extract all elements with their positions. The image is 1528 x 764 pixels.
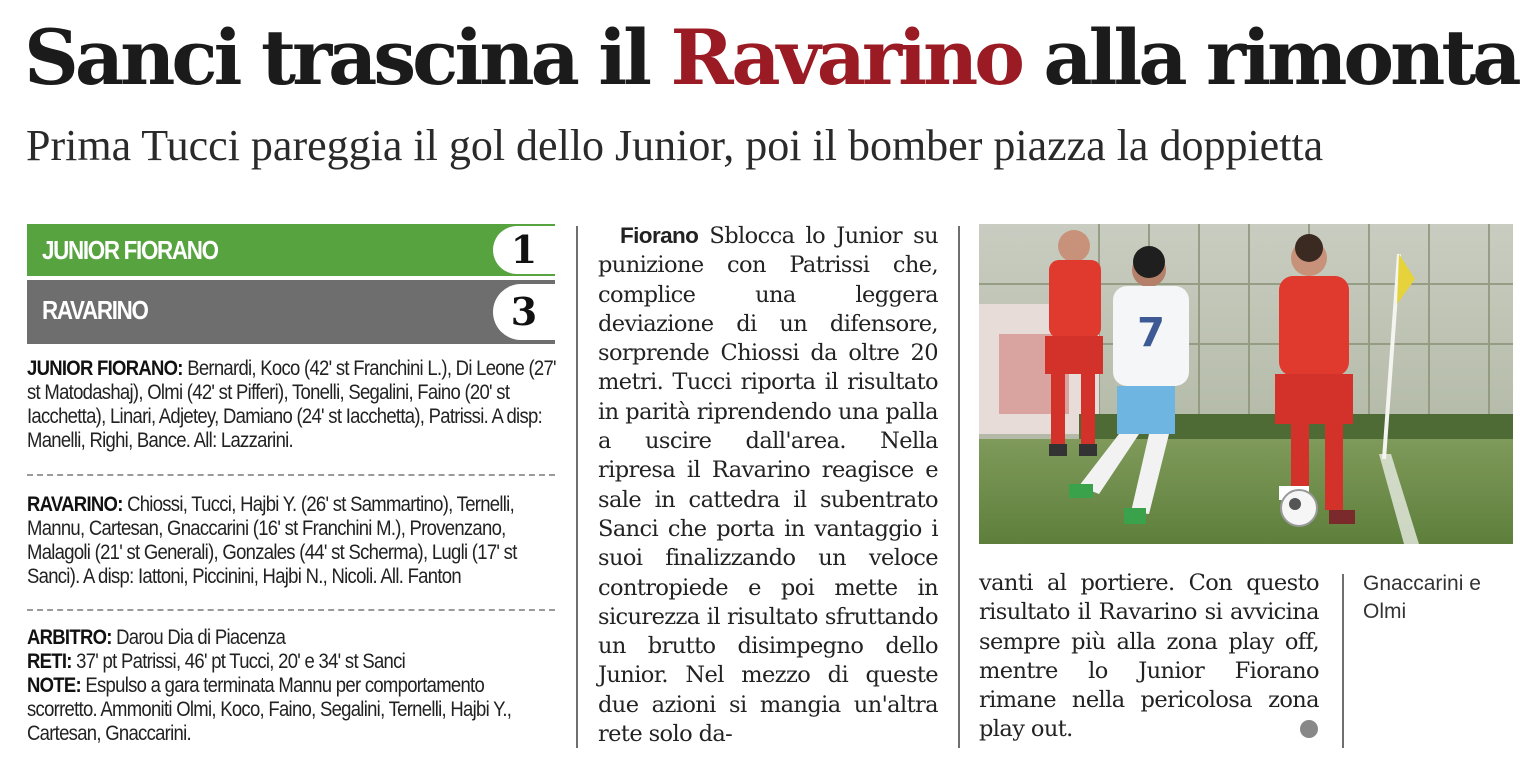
headline — [24, 8, 1518, 108]
away-lineup-label: RAVARINO: — [27, 493, 123, 516]
article-dateline: Fiorano — [620, 223, 699, 248]
referee-line — [27, 626, 557, 650]
column-rule-1 — [576, 226, 578, 748]
end-of-article-mark — [1300, 720, 1318, 738]
home-team-name: JUNIOR FIORANO — [42, 235, 218, 265]
match-info — [27, 626, 557, 746]
notes-label: NOTE: — [27, 674, 81, 697]
lineup-divider-1 — [27, 474, 555, 476]
away-team-name: RAVARINO — [42, 295, 148, 325]
headline-part-1: Sanci trascina il — [24, 13, 671, 102]
notes-line — [27, 674, 557, 746]
shirt-number: 7 — [1137, 310, 1165, 356]
notes-value: Espulso a gara terminata Mannu per comportamento scorretto. Ammoniti Olmi, Koco, Faino, Segalini, Ternelli, Hajbi Y., Cartesan, Gnaccarini. — [27, 674, 512, 745]
headline-part-2: alla rimonta — [1020, 13, 1518, 102]
home-team-score: 1 — [493, 226, 555, 274]
referee-value: Darou Dia di Piacenza — [111, 626, 286, 649]
subheadline: Prima Tucci pareggia il gol dello Junior, poi il bomber piazza la doppietta — [26, 121, 1324, 170]
article-column-2 — [979, 569, 1319, 745]
article-column-1-text: Sblocca lo Junior su punizione con Patrissi che, complice una leggera deviazione di un difensore, sorprende Chiossi da oltre 20 metri. Tucci riporta il risultato in parità riprendendo una palla a uscire dall'area. Nella ripresa il Ravarino reagisce e sale in cattedra il subentrato Sanci che porta in vantaggio i suoi finalizzando un veloce contropiede e poi mette in sicurezza il risultato sfruttando un brutto disimpegno dello Junior. Nel mezzo di queste due azioni si mangia un'altra rete solo da- — [598, 223, 938, 748]
home-lineup — [27, 357, 557, 453]
lineup-divider-2 — [27, 609, 555, 611]
away-lineup — [27, 493, 557, 589]
goals-line — [27, 650, 557, 674]
column-rule-2 — [958, 226, 960, 748]
goals-value: 37' pt Patrissi, 46' pt Tucci, 20' e 34' st Sanci — [71, 650, 406, 673]
referee-label: ARBITRO: — [27, 626, 112, 649]
headline-accent: Ravarino — [670, 13, 1021, 102]
match-photo — [979, 224, 1513, 544]
home-lineup-label: JUNIOR FIORANO: — [27, 357, 183, 380]
match-photo-illustration — [979, 224, 1513, 544]
scoreboard-away-row — [27, 280, 555, 344]
away-team-score: 3 — [493, 284, 555, 340]
photo-caption: Gnaccarini e Olmi — [1363, 572, 1481, 623]
article-column-2-text: vanti al portiere. Con questo risultato il Ravarino si avvicina sempre più alla zona play off, mentre lo Junior Fiorano rimane nella pericolosa zona play out. — [979, 570, 1319, 743]
away-lineup-text: Chiossi, Tucci, Hajbi Y. (26' st Sammartino), Ternelli, Mannu, Cartesan, Gnaccarini (16' st Franchini M.), Provenzano, Malagoli (21' st Generali), Gonzales (44' st Scherma), Lugli (17' st Sanci). A disp: Iattoni, Piccinini, Hajbi N., Nicoli. All. Fanton — [27, 493, 517, 588]
article-column-1 — [598, 221, 938, 749]
column-rule-3 — [1342, 574, 1344, 748]
home-lineup-text: Bernardi, Koco (42' st Franchini L.), Di Leone (27' st Matodashaj), Olmi (42' st Pifferi), Tonelli, Segalini, Faino (20' st Iacchetta), Linari, Adjetey, Damiano (24' st Iacchetta), Patrissi. A disp: Manelli, Righi, Bance. All: Lazzarini. — [27, 357, 556, 452]
scoreboard-home-row — [27, 224, 555, 276]
goals-label: RETI: — [27, 650, 72, 673]
